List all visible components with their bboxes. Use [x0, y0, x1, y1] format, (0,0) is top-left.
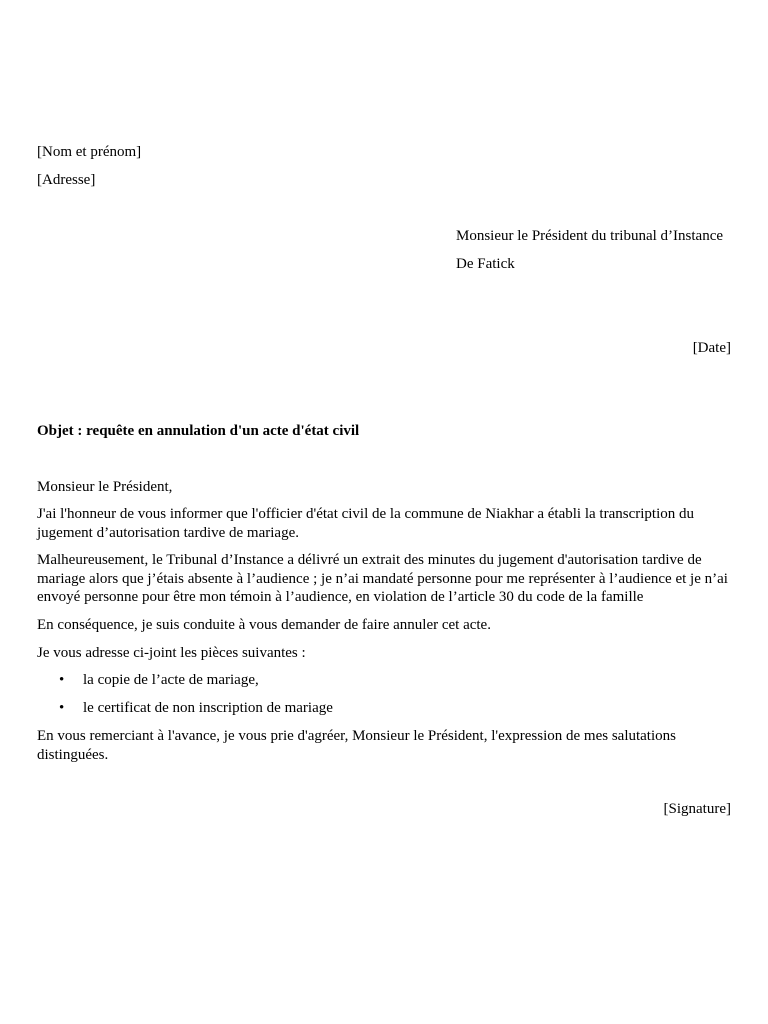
recipient-line-2: De Fatick [456, 256, 515, 272]
paragraph-attachments-intro: Je vous adresse ci-joint les pièces suivantes : [37, 645, 306, 661]
paragraph-facts: Malheureusement, le Tribunal d’Instance a délivré un extrait des minutes du jugement d'autorisation tardive de mariage alors que j’étais absente à l’audience ; je n’ai mandaté personne pour me représenter à l’audience et je n’ai envoyé personne pour être mon témoin à l’audience, en violation de l’article 30 du code de la famille [37, 552, 728, 605]
attachment-label: la copie de l’acte de mariage, [83, 672, 259, 688]
letter-subject: Objet : requête en annulation d'un acte d'état civil [37, 423, 360, 439]
signature-placeholder: [Signature] [663, 801, 731, 817]
paragraph-closing: En vous remerciant à l'avance, je vous prie d'agréer, Monsieur le Président, l'expression de mes salutations distinguées. [37, 728, 676, 763]
sender-name: [Nom et prénom] [37, 144, 142, 160]
sender-address: [Adresse] [37, 172, 96, 188]
letter-salutation: Monsieur le Président, [37, 479, 173, 495]
bullet-icon: • [59, 700, 65, 716]
attachment-label: le certificat de non inscription de mariage [83, 700, 333, 716]
bullet-icon: • [59, 672, 65, 688]
recipient-line-1: Monsieur le Président du tribunal d’Instance [456, 228, 724, 244]
paragraph-intro: J'ai l'honneur de vous informer que l'officier d'état civil de la commune de Niakhar a établi la transcription du jugement d’autorisation tardive de mariage. [37, 506, 694, 541]
paragraph-request: En conséquence, je suis conduite à vous demander de faire annuler cet acte. [37, 617, 491, 633]
letter-date: [Date] [692, 340, 731, 356]
